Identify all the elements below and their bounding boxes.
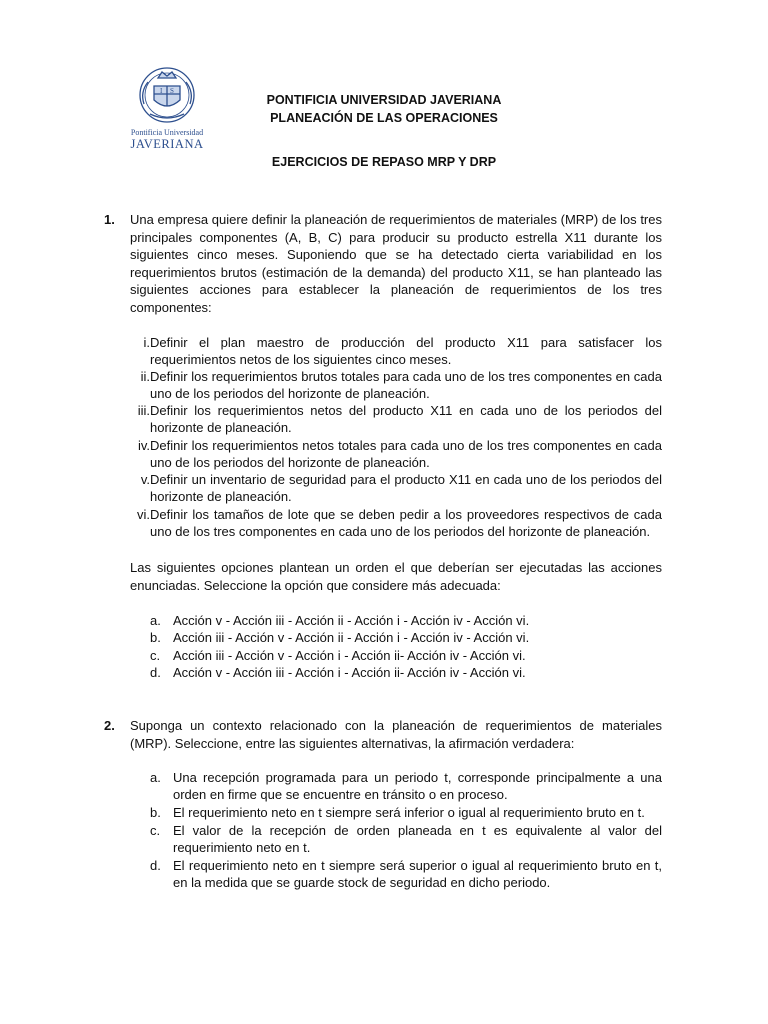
option-text: El valor de la recepción de orden planeada en t es equivalente al valor del requerimiento neto en t. [173,823,662,855]
question-2-text: Suponga un contexto relacionado con la planeación de requerimientos de materiales (MRP). Seleccione, entre las siguientes alternativas, la afirmación verdadera: [130,718,662,751]
option-label: b. [150,805,161,820]
coat-of-arms-icon [136,64,198,126]
course-name: PLANEACIÓN DE LAS OPERACIONES [270,111,498,125]
option-label: c. [150,823,161,838]
action-text: Definir los requerimientos netos del producto X11 en cada uno de los periodos del horizonte de planeación. [150,403,662,435]
document-title: EJERCICIOS DE REPASO MRP Y DRP [271,155,497,169]
option-text: El requerimiento neto en t siempre será superior o igual al requerimiento bruto en t, en la medida que se guarde stock de seguridad en dicho periodo. [173,858,662,890]
action-label: vi. [137,507,150,522]
option-text: Acción iii - Acción v - Acción ii - Acción i - Acción iv - Acción vi. [173,630,530,645]
action-text: Definir los requerimientos brutos totales para cada uno de los tres componentes en cada uno de los periodos del horizonte de planeación. [150,369,662,401]
action-label: i. [143,335,150,350]
action-label: iv. [137,438,150,453]
option-text: El requerimiento neto en t siempre será inferior o igual al requerimiento bruto en t. [173,805,645,820]
option-label: a. [150,613,161,628]
option-label: b. [150,630,161,645]
svg-text:I: I [160,87,163,95]
question-2-number: 2. [104,718,115,733]
option-text: Una recepción programada para un periodo t, corresponde principalmente a una orden en firme que se encuentre en tránsito o en proceso. [173,770,662,802]
question-1-number: 1. [104,212,115,227]
action-label: iii. [137,403,150,418]
action-label: ii. [140,369,150,384]
option-label: d. [150,858,161,873]
action-text: Definir un inventario de seguridad para el producto X11 en cada uno de los periodos del horizonte de planeación. [150,472,662,504]
option-text: Acción v - Acción iii - Acción ii - Acción i - Acción iv - Acción vi. [173,613,530,628]
action-item [110,368,662,402]
action-text: Definir el plan maestro de producción del producto X11 para satisfacer los requerimientos netos de los siguientes cinco meses. [150,335,662,367]
action-item [110,402,662,436]
university-name: PONTIFICIA UNIVERSIDAD JAVERIANA [266,93,502,107]
action-item [110,471,662,505]
option-label: d. [150,665,161,680]
action-item [110,506,662,540]
svg-text:S: S [170,87,174,95]
action-item [110,334,662,368]
action-item [110,437,662,471]
question-1-prompt: Las siguientes opciones plantean un orden el que deberían ser ejecutadas las acciones enunciadas. Seleccione la opción que considere más adecuada: [130,560,662,593]
logo-text-line1: Pontificia Universidad [130,128,204,137]
question-1-text: Una empresa quiere definir la planeación de requerimientos de materiales (MRP) de los tres principales componentes (A, B, C) para producir su producto estrella X11 durante los siguientes cinco meses. Suponiendo que se ha detectado cierta variabilidad en los requerimientos brutos (estimación de la demanda) del producto X11, se han planteado las siguientes acciones para establecer la planeación de requerimientos de los tres componentes: [130,212,662,315]
option-label: a. [150,770,161,785]
action-text: Definir los tamaños de lote que se deben pedir a los proveedores respectivos de cada uno de los tres componentes en cada uno de los periodos del horizonte de planeación. [150,507,662,539]
logo-text-line2: JAVERIANA [130,137,204,151]
option-text: Acción iii - Acción v - Acción i - Acción ii- Acción iv - Acción vi. [173,648,526,663]
option-label: c. [150,648,161,663]
option-text: Acción v - Acción iii - Acción i - Acción ii- Acción iv - Acción vi. [173,665,526,680]
university-logo [128,64,206,154]
action-label: v. [140,472,150,487]
action-text: Definir los requerimientos netos totales para cada uno de los tres componentes en cada uno de los periodos del horizonte de planeación. [150,438,662,470]
